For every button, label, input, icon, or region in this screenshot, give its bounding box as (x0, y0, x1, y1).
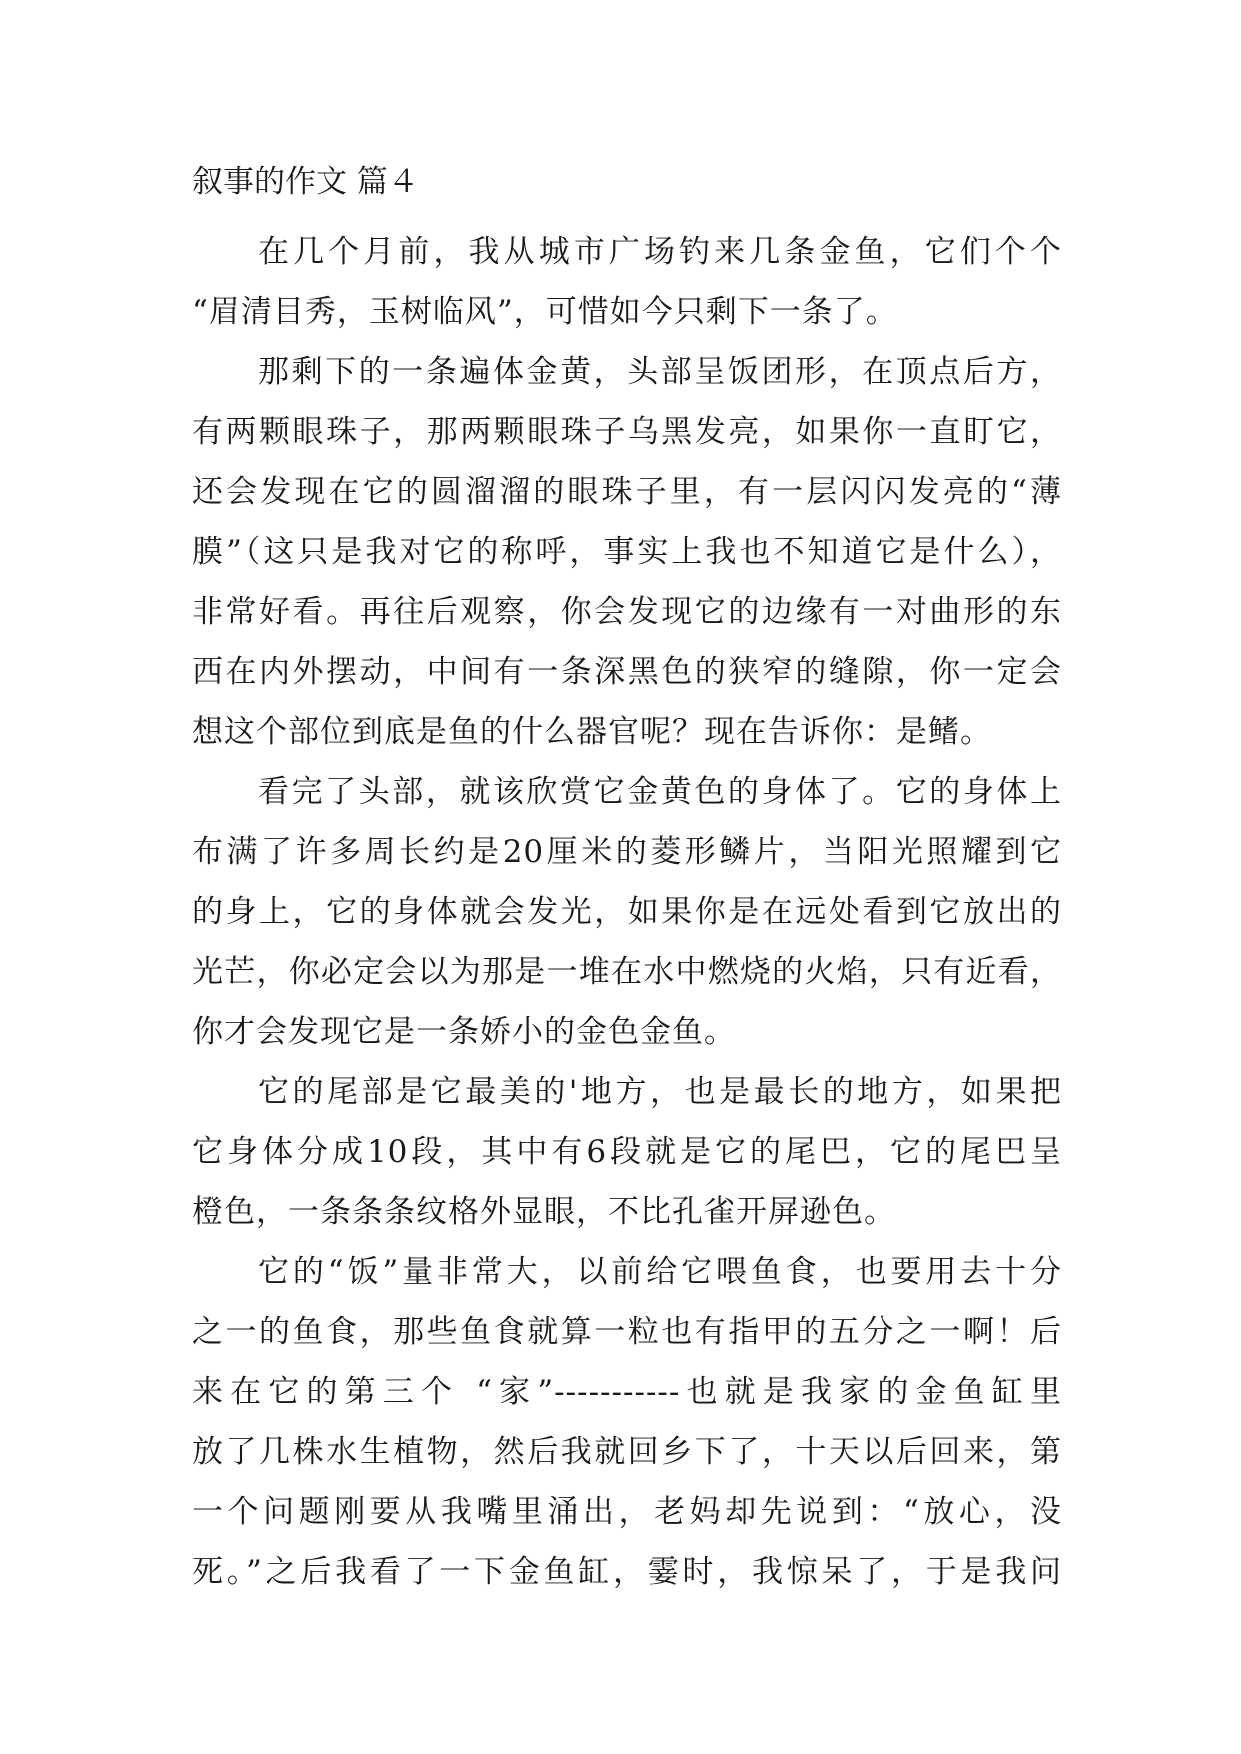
paragraph-line: 看完了头部，就该欣赏它金黄色的身体了。它的身体上 (258, 774, 1062, 810)
paragraph-line: 光芒，你必定会以为那是一堆在水中燃烧的火焰，只有近看， (192, 954, 1062, 990)
paragraph-line: 它的尾部是它最美的'地方，也是最长的地方，如果把 (258, 1074, 1062, 1110)
paragraph-line: 来在它的第三个 “家”-----------也就是我家的金鱼缸里 (192, 1374, 1062, 1410)
document-title: 叙事的作文 篇４ (192, 164, 419, 200)
paragraph-line: 在几个月前，我从城市广场钓来几条金鱼，它们个个 (258, 234, 1062, 270)
paragraph-line: 死。”之后我看了一下金鱼缸，霎时，我惊呆了，于是我问 (192, 1554, 1062, 1590)
paragraph-line: 的身上，它的身体就会发光，如果你是在远处看到它放出的 (192, 894, 1062, 930)
paragraph-line: 布满了许多周长约是20厘米的菱形鳞片，当阳光照耀到它 (192, 834, 1062, 870)
paragraph-line: 西在内外摆动，中间有一条深黑色的狭窄的缝隙，你一定会 (192, 654, 1062, 690)
paragraph-line: 橙色，一条条条纹格外显眼，不比孔雀开屏逊色。 (192, 1194, 896, 1230)
document-body (192, 222, 1062, 1602)
paragraph-line: 它身体分成10段，其中有6段就是它的尾巴，它的尾巴呈 (192, 1134, 1062, 1170)
paragraph-line: 一个问题刚要从我嘴里涌出，老妈却先说到：“放心，没 (192, 1494, 1062, 1530)
paragraph-line: 想这个部位到底是鱼的什么器官呢？现在告诉你：是鳍。 (192, 714, 992, 750)
paragraph-line: 非常好看。再往后观察，你会发现它的边缘有一对曲形的东 (192, 594, 1062, 630)
paragraph-line: “眉清目秀，玉树临风”，可惜如今只剩下一条了。 (192, 294, 898, 330)
paragraph-line: 有两颗眼珠子，那两颗眼珠子乌黑发亮，如果你一直盯它， (192, 414, 1062, 450)
paragraph-line: 之一的鱼食，那些鱼食就算一粒也有指甲的五分之一啊！后 (192, 1314, 1062, 1350)
paragraph-line: 你才会发现它是一条娇小的金色金鱼。 (192, 1014, 736, 1050)
paragraph-line: 它的“饭”量非常大，以前给它喂鱼食，也要用去十分 (258, 1254, 1062, 1290)
paragraph-line: 还会发现在它的圆溜溜的眼珠子里，有一层闪闪发亮的“薄 (192, 474, 1062, 510)
paragraph-line: 那剩下的一条遍体金黄，头部呈饭团形，在顶点后方， (258, 354, 1062, 390)
paragraph-line: 膜”（这只是我对它的称呼，事实上我也不知道它是什么）， (192, 534, 1062, 570)
paragraph-line: 放了几株水生植物，然后我就回乡下了，十天以后回来，第 (192, 1434, 1062, 1470)
